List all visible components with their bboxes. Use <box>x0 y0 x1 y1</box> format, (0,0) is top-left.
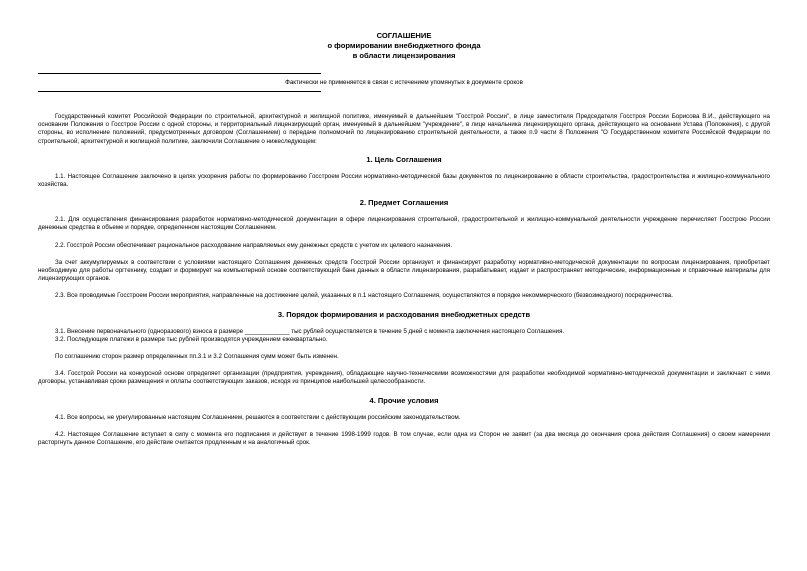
preamble-paragraph: Государственный комитет Российской Федерации по строительной, архитектурной и жилищной политике, именуемый в дальнейшем "Госстрой России", в лице заместителя Председателя Госстроя России Борисова В.И., действующего на основании Положения о Госстрое России с одной стороны, и территориальный лицензирующий орган, именуемый в дальнейшем "учреждение", в лице начальника лицензирующего органа, действующего на основании Устава (Положения), с другой стороны, во исполнение положений, предусмотренных договором (Соглашением) о передаче полномочий по лицензированию строительной деятельности, а также п.9 части 8 Положения "О Государственном комитете Российской Федерации по строительной, архитектурной и жилищной политике, заключили Соглашение о нижеследующем: <box>38 113 770 145</box>
paragraph-1-1: 1.1. Настоящее Соглашение заключено в целях ускорения работы по формированию Госстроем России нормативно-методической базы документов по лицензированию в области строительства, градостроительства и жилищно-коммунального хозяйства. <box>38 172 770 189</box>
paragraph-3-2: 3.2. Последующие платежи в размере тыс рублей производятся учреждением ежеквартально. <box>55 335 328 343</box>
document-title-line-2: о формировании внебюджетного фонда <box>327 41 481 50</box>
section-heading-2: 2. Предмет Соглашения <box>359 198 449 208</box>
paragraph-2-2: 2.2. Госстрой России обеспечивает рациональное расходование направляемых ему денежных средств с учетом их целевого назначения. <box>55 241 453 249</box>
divider-line <box>38 73 321 74</box>
paragraph-3-1: 3.1. Внесение первоначального (одноразового) взноса в размере _____________ тыс рублей осуществляется в течение 5 дней с момента заключения настоящего Соглашения. <box>55 327 565 335</box>
document-title-line-3: в области лицензирования <box>352 51 456 60</box>
section-heading-4: 4. Прочие условия <box>369 395 439 405</box>
document-title-line-1: СОГЛАШЕНИЕ <box>376 31 432 40</box>
paragraph-3-3: По соглашению сторон размер определенных пп.3.1 и 3.2 Соглашения сумм может быть изменен. <box>55 353 339 361</box>
paragraph-2-2-continued: За счет аккумулируемых в соответствии с условиями настоящего Соглашения денежных средств Госстрой России организует и финансирует разработку нормативно-методической документации по вопросам лицензирования, приобретает необходимую для работы оргтехнику, создает и формирует на компьютерной основе соответствующий банк данных в области лицензирования, разрабатывает, издает и распространяет методические, информационные и справочные материалы для лицензирующих органов. <box>38 258 770 283</box>
paragraph-4-2: 4.2. Настоящее Соглашение вступает в силу с момента его подписания и действует в течение 1998-1999 годов. В том случае, если одна из Сторон не заявит (за два месяца до окончания срока действия Соглашения) о своем намерении расторгнуть данное Соглашение, его действие считается продленным и на аналогичный срок. <box>38 430 770 447</box>
status-note: Фактически не применяется в связи с истечением упомянутых в документе сроков <box>285 79 523 86</box>
paragraph-2-1: 2.1. Для осуществления финансирования разработок нормативно-методической документации в сфере лицензирования строительной, градостроительной и жилищно-коммунальной деятельности учреждение перечисляет Госстрою России денежные средства в объеме и порядке, определенном настоящим Соглашением. <box>38 216 770 232</box>
section-heading-1: 1. Цель Соглашения <box>366 154 442 164</box>
section-heading-3: 3. Порядок формирования и расходования внебюджетных средств <box>277 309 531 319</box>
paragraph-4-1: 4.1. Все вопросы, не урегулированные настоящим Соглашением, решаются в соответствии с действующим российским законодательством. <box>55 413 461 421</box>
paragraph-3-4: 3.4. Госстрой России на конкурсной основе определяет организации (предприятия, учреждения), обладающие научно-техническими возможностями для разработки необходимой нормативно-методической документации и заключает с ними договоры, устанавливая сроки размещения и оплаты соответствующих заказов, исходя из принципов наибольшей целесообразности. <box>38 370 770 386</box>
divider-line <box>38 91 321 92</box>
paragraph-2-3: 2.3. Все проводимые Госстроем России мероприятия, направленные на достижение целей, указанных в п.1 настоящего Соглашения, осуществляются в порядке некоммерческого (безвозмездного) посредничества. <box>55 292 673 300</box>
